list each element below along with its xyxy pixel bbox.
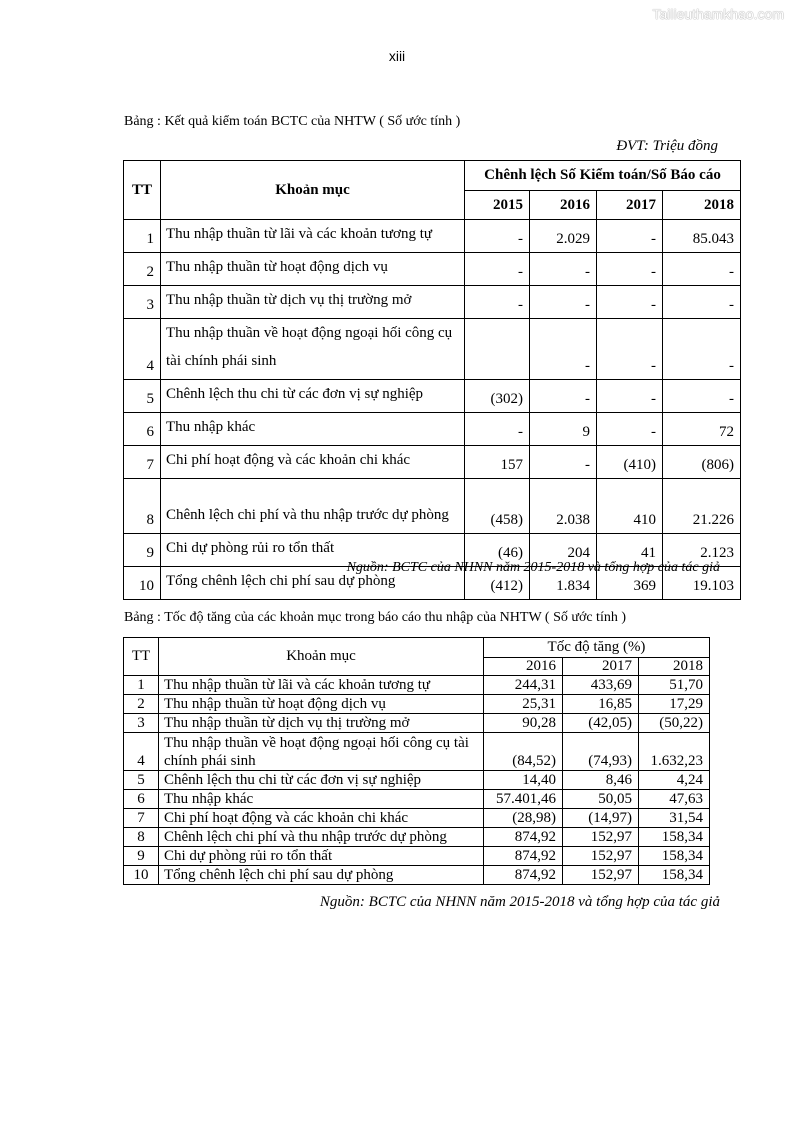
header-tt: TT	[124, 638, 159, 676]
row-number: 7	[124, 809, 159, 828]
page-number: xiii	[388, 48, 406, 64]
cell-value: (458)	[465, 479, 530, 534]
table1-unit: ĐVT: Triệu đồng	[616, 138, 718, 154]
cell-value: -	[597, 380, 663, 413]
cell-value: (74,93)	[563, 733, 639, 771]
cell-value: 152,97	[563, 866, 639, 885]
cell-value: -	[530, 446, 597, 479]
audit-results-table	[123, 160, 741, 600]
row-item: Chi dự phòng rủi ro tổn thất	[161, 534, 465, 567]
cell-value: -	[597, 220, 663, 253]
cell-value: 874,92	[484, 866, 563, 885]
cell-value: 57.401,46	[484, 790, 563, 809]
cell-value: (14,97)	[563, 809, 639, 828]
cell-value: 433,69	[563, 676, 639, 695]
row-number: 5	[124, 771, 159, 790]
row-item: Thu nhập thuần từ dịch vụ thị trường mở	[159, 714, 484, 733]
row-item: Thu nhập thuần về hoạt động ngoại hối công cụ tài chính phái sinh	[161, 319, 465, 380]
header-group: Chênh lệch Số Kiểm toán/Số Báo cáo	[465, 161, 741, 191]
table2-source: Nguồn: BCTC của NHNN năm 2015-2018 và tổng hợp của tác giả	[319, 894, 720, 910]
table-row	[124, 446, 741, 479]
cell-value: 90,28	[484, 714, 563, 733]
cell-value: 16,85	[563, 695, 639, 714]
row-item: Chi phí hoạt động và các khoản chi khác	[161, 446, 465, 479]
table-row	[124, 866, 710, 885]
watermark-text: Tailieuthamkhao.com	[652, 6, 784, 22]
table-row	[124, 847, 710, 866]
header-year: 2016	[530, 191, 597, 220]
table-row	[124, 413, 741, 446]
cell-value: -	[465, 220, 530, 253]
row-item: Chi dự phòng rủi ro tổn thất	[159, 847, 484, 866]
table-row	[124, 695, 710, 714]
cell-value: 50,05	[563, 790, 639, 809]
table-row	[124, 714, 710, 733]
cell-value: -	[530, 286, 597, 319]
row-number: 4	[124, 319, 161, 380]
table-row	[124, 380, 741, 413]
cell-value: -	[530, 380, 597, 413]
table-row	[124, 676, 710, 695]
row-item: Tổng chênh lệch chi phí sau dự phòng	[159, 866, 484, 885]
table1-source: Nguồn: BCTC của NHNN năm 2015-2018 và tổng hợp của tác giả	[346, 560, 720, 575]
cell-value: -	[597, 319, 663, 380]
row-item: Thu nhập thuần từ hoạt động dịch vụ	[159, 695, 484, 714]
cell-value: (412)	[465, 567, 530, 600]
cell-value	[465, 319, 530, 380]
table-row	[124, 286, 741, 319]
row-item: Chênh lệch chi phí và thu nhập trước dự phòng	[159, 828, 484, 847]
row-number: 3	[124, 286, 161, 319]
cell-value: 8,46	[563, 771, 639, 790]
cell-value: 369	[597, 567, 663, 600]
header-year: 2015	[465, 191, 530, 220]
row-item: Chênh lệch thu chi từ các đơn vị sự nghiệp	[159, 771, 484, 790]
cell-value: 158,34	[639, 866, 710, 885]
cell-value: 158,34	[639, 847, 710, 866]
cell-value: (42,05)	[563, 714, 639, 733]
table-row	[124, 253, 741, 286]
table1-caption: Bảng : Kết quả kiểm toán BCTC của NHTW ( Số ước tính )	[124, 114, 461, 129]
row-number: 8	[124, 828, 159, 847]
header-item: Khoản mục	[161, 161, 465, 220]
row-item: Chênh lệch thu chi từ các đơn vị sự nghiệp	[161, 380, 465, 413]
growth-rate-table	[123, 637, 710, 885]
header-year: 2017	[563, 658, 639, 676]
cell-value: 72	[663, 413, 741, 446]
cell-value: -	[530, 319, 597, 380]
cell-value: 21.226	[663, 479, 741, 534]
cell-value: (50,22)	[639, 714, 710, 733]
cell-value: 41	[597, 534, 663, 567]
cell-value: 244,31	[484, 676, 563, 695]
row-item: Thu nhập thuần từ hoạt động dịch vụ	[161, 253, 465, 286]
cell-value: 157	[465, 446, 530, 479]
cell-value: -	[465, 413, 530, 446]
header-tt: TT	[124, 161, 161, 220]
row-number: 8	[124, 479, 161, 534]
header-group: Tốc độ tăng (%)	[484, 638, 710, 658]
cell-value: 410	[597, 479, 663, 534]
cell-value: 2.123	[663, 534, 741, 567]
cell-value: 152,97	[563, 828, 639, 847]
table-row	[124, 828, 710, 847]
table-row	[124, 733, 710, 771]
table-row	[124, 319, 741, 380]
cell-value: (28,98)	[484, 809, 563, 828]
cell-value: 47,63	[639, 790, 710, 809]
cell-value: -	[465, 253, 530, 286]
cell-value: 2.038	[530, 479, 597, 534]
cell-value: -	[465, 286, 530, 319]
row-number: 1	[124, 676, 159, 695]
row-item: Thu nhập thuần về hoạt động ngoại hối công cụ tài chính phái sinh	[159, 733, 484, 771]
cell-value: 204	[530, 534, 597, 567]
cell-value: (806)	[663, 446, 741, 479]
cell-value: (46)	[465, 534, 530, 567]
row-number: 2	[124, 253, 161, 286]
cell-value: 874,92	[484, 847, 563, 866]
cell-value: -	[597, 286, 663, 319]
row-item: Thu nhập thuần từ lãi và các khoản tương tự	[161, 220, 465, 253]
header-year: 2017	[597, 191, 663, 220]
cell-value: 1.834	[530, 567, 597, 600]
cell-value: 25,31	[484, 695, 563, 714]
row-number: 1	[124, 220, 161, 253]
cell-value: (302)	[465, 380, 530, 413]
cell-value: 874,92	[484, 828, 563, 847]
cell-value: (410)	[597, 446, 663, 479]
row-number: 4	[124, 733, 159, 771]
cell-value: -	[530, 253, 597, 286]
row-number: 6	[124, 413, 161, 446]
table2-caption: Bảng : Tốc độ tăng của các khoản mục trong báo cáo thu nhập của NHTW ( Số ước tính )	[124, 610, 626, 625]
row-item: Tổng chênh lệch chi phí sau dự phòng	[161, 567, 465, 600]
row-number: 10	[124, 866, 159, 885]
row-number: 3	[124, 714, 159, 733]
header-item: Khoản mục	[159, 638, 484, 676]
row-item: Thu nhập khác	[161, 413, 465, 446]
row-item: Chênh lệch chi phí và thu nhập trước dự phòng	[161, 479, 465, 534]
header-year: 2016	[484, 658, 563, 676]
table-row	[124, 220, 741, 253]
row-number: 9	[124, 847, 159, 866]
header-year: 2018	[663, 191, 741, 220]
cell-value: 14,40	[484, 771, 563, 790]
table-row	[124, 771, 710, 790]
row-item: Thu nhập khác	[159, 790, 484, 809]
header-year: 2018	[639, 658, 710, 676]
row-item: Chi phí hoạt động và các khoản chi khác	[159, 809, 484, 828]
cell-value: (84,52)	[484, 733, 563, 771]
row-number: 7	[124, 446, 161, 479]
row-number: 6	[124, 790, 159, 809]
cell-value: 17,29	[639, 695, 710, 714]
cell-value: 31,54	[639, 809, 710, 828]
cell-value: 1.632,23	[639, 733, 710, 771]
row-number: 10	[124, 567, 161, 600]
cell-value: -	[663, 286, 741, 319]
row-number: 5	[124, 380, 161, 413]
cell-value: -	[663, 253, 741, 286]
table-row	[124, 479, 741, 534]
cell-value: 85.043	[663, 220, 741, 253]
cell-value: 4,24	[639, 771, 710, 790]
row-item: Thu nhập thuần từ dịch vụ thị trường mở	[161, 286, 465, 319]
table-row	[124, 790, 710, 809]
table-row	[124, 809, 710, 828]
row-number: 2	[124, 695, 159, 714]
cell-value: 152,97	[563, 847, 639, 866]
row-number: 9	[124, 534, 161, 567]
cell-value: 2.029	[530, 220, 597, 253]
cell-value: -	[597, 253, 663, 286]
row-item: Thu nhập thuần từ lãi và các khoản tương tự	[159, 676, 484, 695]
cell-value: -	[597, 413, 663, 446]
cell-value: -	[663, 380, 741, 413]
cell-value: 19.103	[663, 567, 741, 600]
cell-value: 51,70	[639, 676, 710, 695]
cell-value: 158,34	[639, 828, 710, 847]
cell-value: 9	[530, 413, 597, 446]
cell-value: -	[663, 319, 741, 380]
